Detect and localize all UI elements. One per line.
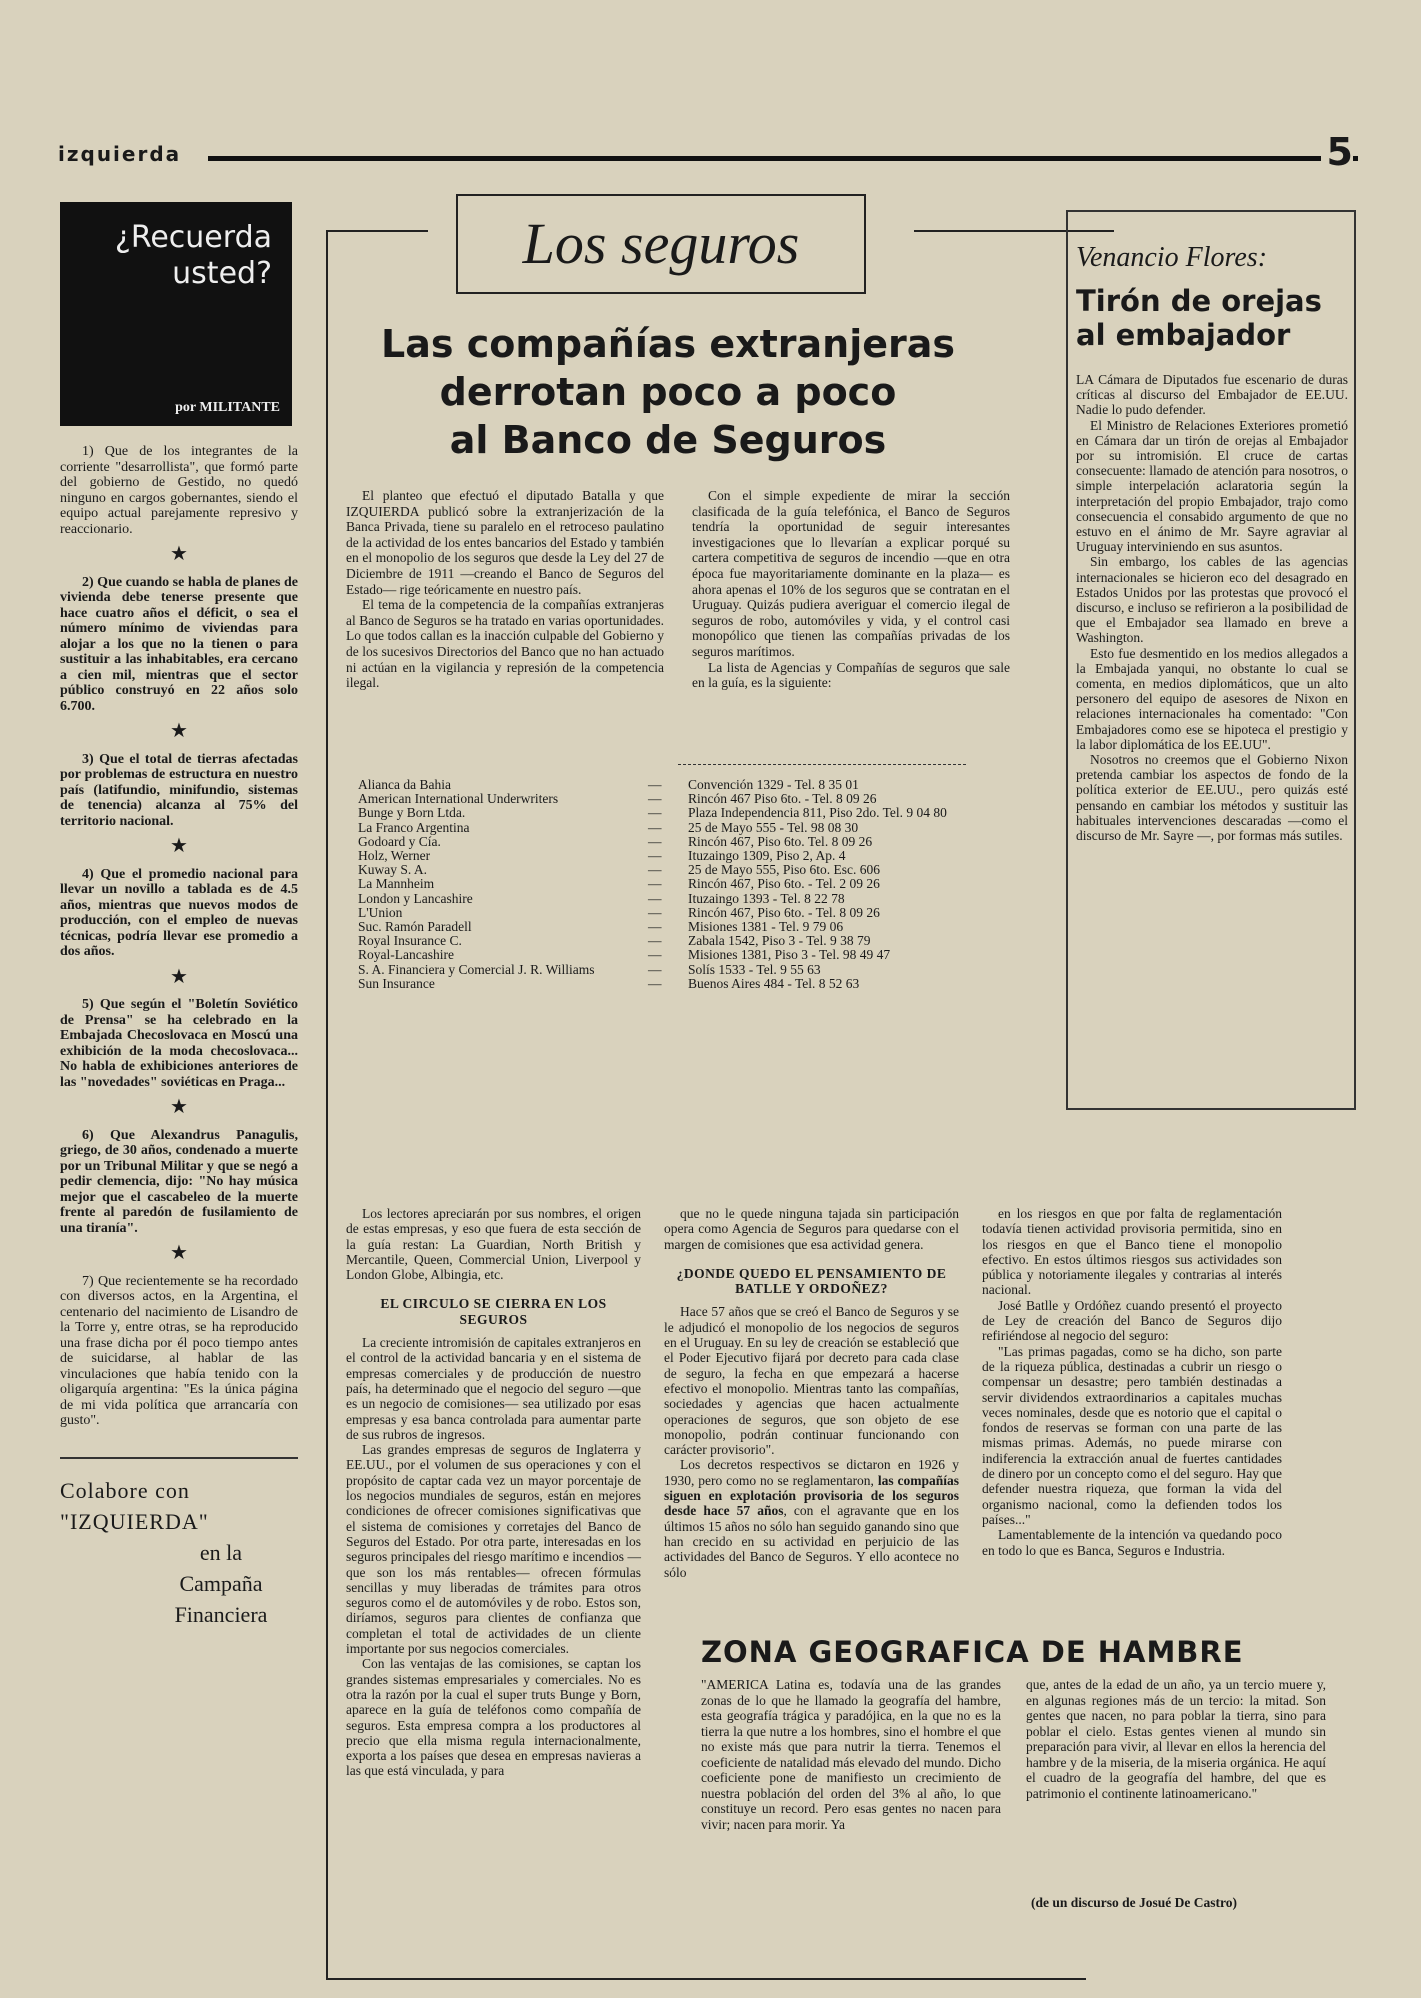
list-item: Holz, Werner — Ituzaingo 1309, Piso 2, Ap. 4 (358, 848, 846, 864)
list-item: Bunge y Born Ltda. — Plaza Independencia 811, Piso 2do. Tel. 9 04 80 (358, 805, 947, 821)
divider (678, 764, 966, 765)
subheading: ¿DONDE QUEDO EL PENSAMIENTO DE BATLLE Y ORDOÑEZ? (676, 1265, 947, 1297)
article-column: que, antes de la edad de un año, ya un tercio muere y, en algunas regiones más de un tercio: la mitad. Son gentes que nacen, no para poblar la tierra, sino para poblar el cielo. Estas gentes vienen al mundo sin preparación para vivir, al llevar en ellos la herencia del hambre y de la miseria, de la miseria orgánica. He aquí el cuadro de la geografía del hambre, del que es patrimonio el continente latinoamericano." (1026, 1677, 1326, 1801)
paragraph: José Batlle y Ordóñez cuando presentó el proyecto de Ley de creación del Banco de Seguros dijo refiriéndose al negocio del seguro: (982, 1297, 1282, 1344)
quote-credit: (de un discurso de Josué De Castro) (1031, 1895, 1238, 1910)
colabore-line: "IZQUIERDA" (60, 1508, 209, 1534)
article-headline: ZONA GEOGRAFICA DE HAMBRE (701, 1635, 1244, 1669)
list-item: Royal-Lancashire — Misiones 1381, Piso 3 - Tel. 98 49 47 (358, 947, 891, 963)
colabore-line: Campaña (179, 1570, 263, 1596)
paragraph: Hace 57 años que se creó el Banco de Seguros y se le adjudicó el monopolio de los negocios de seguros en el Uruguay. En su ley de creación se estableció que el Poder Ejecutivo fijará por decreto para cada clase de seguro, la fecha en que empezará a hacerse efectivo el monopolio. Mientras tanto las compañías, sociedades y agencias que hacen actualmente operaciones de seguros, que son objeto de ese monopolio, podrán continuar funcionando con carácter provisorio". (664, 1304, 959, 1458)
paragraph: Lamentablemente de la intención va quedando poco en todo lo que es Banca, Seguros e Industria. (982, 1527, 1282, 1558)
paragraph: Sin embargo, los cables de las agencias internacionales se hicieron eco del desagrado en Estados Unidos por las protestas que provocó el discurso, e incluso se refirieron a la posibilidad de que el Embajador sea llamado en breve a Washington. (1076, 554, 1348, 646)
paragraph: que no le quede ninguna tajada sin participación opera como Agencia de Seguros para quedarse con el margen de comisiones que esa actividad genera. (664, 1206, 959, 1252)
article-column (346, 1206, 641, 1779)
star-separator-icon: ★ (170, 965, 188, 988)
agency-list (358, 778, 998, 991)
list-item: American International Underwriters — Rincón 467 Piso 6to. - Tel. 8 09 26 (358, 791, 877, 807)
article-column (664, 1206, 959, 1580)
recuerda-items (60, 444, 298, 1429)
list-item: London y Lancashire — Ituzaingo 1393 - Tel. 8 22 78 (358, 890, 845, 906)
recuerda-item: 3) Que el total de tierras afectadas por problemas de estructura en nuestro país (latifundio, minifundio, sistemas de tenencia) alcanza al 75% del territorio nacional. (60, 751, 298, 829)
paragraph: La lista de Agencias y Compañías de seguros que sale en la guía, es la siguiente: (692, 659, 1010, 691)
article-column (982, 1206, 1282, 1558)
headline-line: Las compañías extranjeras (380, 322, 956, 366)
list-item: Godoard y Cía. — Rincón 467, Piso 6to. Tel. 8 09 26 (358, 833, 873, 849)
flores-article (1066, 210, 1356, 1110)
paragraph: Los decretos respectivos se dictaron en 1926 y 1930, pero como no se reglamentaron, las compañías siguen en explotación provisoria de los seguros desde hace 57 años, con el agravante que en los últimos 15 años no sólo han seguido ganando sino que han crecido en su actividad en perjuicio de las actividades del Banco de Seguros. Y ello acontece no sólo (664, 1457, 960, 1580)
subheading: EL CIRCULO SE CIERRA EN LOS SEGUROS (380, 1296, 607, 1327)
recuerda-item: 1) Que de los integrantes de la corriente "desarrollista", que formó parte del gobierno de Gestido, no quedó ninguno en cargos gobernantes, siendo el equipo actual parejamente represivo y reaccionario. (60, 444, 298, 537)
article-kicker: Venancio Flores: (1076, 242, 1268, 273)
list-item: Sun Insurance — Buenos Aires 484 - Tel. 8 52 63 (358, 975, 860, 991)
star-separator-icon: ★ (170, 720, 188, 742)
masthead (58, 130, 1353, 178)
recuerda-title: ¿Recuerda usted? (114, 220, 272, 291)
star-separator-icon: ★ (170, 1242, 188, 1264)
star-separator-icon: ★ (170, 543, 188, 565)
paragraph: Los lectores apreciarán por sus nombres, el origen de estas empresas, y eso que fuera de esta sección de la guía restan: La Guardian, North British y Mercantile, Queen, Commercial Union, Liverpool y London Globe, Albingia, etc. (346, 1206, 641, 1283)
quote-paragraph: "Las primas pagadas, como se ha dicho, son parte de la riqueza pública, destinadas a cubrir un riesgo o compensar un desastre; pero también destinadas a servir dividendos extraordinarios a capitales muchas veces nominales, desde que es notorio que el capital o fondos de reservas se forman con una parte de las mismas primas. Además, no puede mirarse con indiferencia la extracción anual de fuertes cantidades de dinero por un concepto como el del seguro. Hay que defender nuestra riqueza, que forman la vida del organismo nacional, como la defienden todos los países..." (982, 1343, 1282, 1527)
list-item: Royal Insurance C. — Zabala 1542, Piso 3 - Tel. 9 38 79 (358, 933, 871, 949)
star-separator-icon: ★ (170, 835, 188, 857)
recuerda-item: 4) Que el promedio nacional para llevar un novillo a tablada es de 4.5 años, mientras que nuevos modos de producción, con el empleo de nuevas técnicas, podría llevar ese promedio a dos años. (60, 866, 298, 959)
paragraph: El Ministro de Relaciones Exteriores prometió en Cámara dar un tirón de orejas al Embajador por su intromisión. El cruce de cartas consecuente: llamado de atención para nosotros, o simple interpelación aclaratoria según la interpretación del propio Embajador, trajo como consecuencia el consabido argumento de que no estuvo en el ánimo de Mr. Sayre agraviar al Uruguay interviniendo en sus asuntos. (1076, 417, 1348, 555)
headline-line: al Banco de Seguros (449, 418, 887, 462)
paragraph: Esto fue desmentido en los medios allegados a la Embajada yanqui, no obstante lo cual se comenta, en medios diplomáticos, que un alto personero del equipo de asesores de Nixon en relaciones internacionales ha comentado: "Con Embajadores como ese se hipoteca el prestigio y la labor diplomática de los EE.UU". (1076, 645, 1348, 752)
list-item: S. A. Financiera y Comercial J. R. Williams — Solís 1533 - Tel. 9 55 63 (358, 961, 821, 977)
paragraph: El planteo que efectuó el diputado Batalla y que IZQUIERDA publicó sobre la extranjerización de la Banca Privada, tiene su paralelo en el retroceso paulatino de la actividad de los entes bancarios del Estado y también en el monopolio de los seguros que desde la Ley del 27 de Diciembre de 1911 —creando el Banco de Seguros del Estado— rige teóricamente en nuestro país. (346, 488, 664, 597)
headline-line: derrotan poco a poco (439, 370, 897, 414)
recuerda-byline: por MILITANTE (175, 400, 280, 415)
publication-name: izquierda (58, 142, 182, 166)
recuerda-item: 7) Que recientemente se ha recordado con diversos actos, en la Argentina, el centenario del nacimiento de Lisandro de la Torre y, entre otras, se ha reproducido una frase dicha por él poco tiempo antes de suicidarse, al hablar de las vinculaciones que había tenido con la oligarquía argentina: "Es la única página de mi vida política que arrancaría con gusto". (60, 1273, 298, 1428)
list-item: Alianca da Bahia — Convención 1329 - Tel. 8 35 01 (358, 777, 859, 792)
article-headline (328, 320, 1008, 464)
paragraph: El tema de la competencia de la compañías extranjeras al Banco de Seguros se ha tratado en varias oportunidades. Lo que todos callan es la inacción culpable del Gobierno y de los sucesivos Directorios del Banco que no han actuado ni actúan en la vigilancia y represión de la competencia ilegal. (346, 597, 664, 691)
paragraph: Nosotros no creemos que el Gobierno Nixon pretenda cambiar los aspectos de fondo de la política exterior de EE.UU., pero quizás esté pensando en cambiar los métodos y sustituir las habituales intervenciones descaradas —como el discurso de Mr. Sayre —, por formas más sutiles. (1076, 752, 1348, 844)
colabore-notice (60, 1457, 298, 1630)
article-body (1076, 372, 1348, 843)
recuerda-item: 5) Que según el "Boletín Soviético de Prensa" se ha celebrado en la Embajada Checoslovaca en Moscú una exhibición de la moda checoslovaca... No habla de exhibiciones anteriores de las "novedades" soviéticas en Praga... (60, 997, 298, 1090)
masthead-rule (208, 156, 1358, 161)
recuerda-item: 2) Que cuando se habla de planes de vivienda debe tenerse presente que hace cuatro años el déficit, o sea el número mínimo de viviendas para alojar a los que no la tienen o para sustituir a las inhabitables, era cercano a cien mil, mientras que el sector público construyó en 22 años solo 6.700. (60, 574, 298, 714)
list-item: La Mannheim — Rincón 467, Piso 6to. - Tel. 2 09 26 (358, 876, 880, 892)
list-item: La Franco Argentina — 25 de Mayo 555 - Tel. 98 08 30 (358, 819, 859, 835)
article-column (346, 488, 664, 691)
recuerda-header-box (60, 202, 292, 426)
recuerda-column (60, 202, 298, 1630)
star-separator-icon: ★ (170, 1096, 188, 1118)
paragraph: LA Cámara de Diputados fue escenario de duras críticas al discurso del Embajador de EE.UU. Nadie lo pudo defender. (1076, 372, 1348, 418)
article-column: "AMERICA Latina es, todavía una de las grandes zonas de lo que he llamado la geografía del hambre, esta geografía trágica y paradójica, en la que no es la tierra la que nutre a los hombres, sino el hombre el que no existe más que para nutrir la tierra. Tenemos el coeficiente de natalidad más elevado del mundo. Dicho coeficiente pone de manifiesto un crecimiento de nuestra población del orden del 3% al año, lo que constituye un record. Pero esas gentes no nacen para vivir; nacen para morir. Ya (701, 1677, 1001, 1832)
zona-article (701, 1635, 1356, 1980)
article-headline: Tirón de orejas al embajador (1076, 284, 1322, 352)
page-number: 5 (1321, 130, 1353, 174)
paragraph: Con el simple expediente de mirar la sección clasificada de la guía telefónica, el Banco de Seguros tendría la oportunidad de seguir interesantes investigaciones que lo llevarían a explicar porqué su cartera competitiva de seguros de incendio —que en otra época fue mayoritariamente dominante en la plaza— es ahora apenas el 10% de los seguros que se contratan en el Uruguay. Quizás pudiera averiguar el comercio ilegal de seguros de robo, automóviles y vida, y el control casi monopólico que tienen las compañías privadas de los seguros marítimos. (692, 488, 1010, 659)
paragraph: Con las ventajas de las comisiones, se captan los grandes sistemas empresariales y comerciales. No es otra la razón por la cual el super truts Bunge y Born, aparece en la guía de teléfonos como compañía de seguros. Esta empresa compra a los productores al precio que ella misma regula internacionalmente, exporta a los países que desea en empresas navieras a las que está vinculada, y para (346, 1656, 641, 1779)
list-item: Suc. Ramón Paradell — Misiones 1381 - Tel. 9 79 06 (358, 919, 844, 935)
colabore-line: Financiera (174, 1601, 268, 1627)
colabore-line: en la (199, 1539, 243, 1565)
article-column (692, 488, 1010, 691)
list-item: L'Union — Rincón 467, Piso 6to. - Tel. 8 09 26 (358, 904, 880, 920)
list-item: Kuway S. A. — 25 de Mayo 555, Piso 6to. Esc. 606 (358, 862, 880, 878)
paragraph: en los riesgos en que por falta de reglamentación todavía tienen actividad provisoria permitida, sino en los riesgos en que el Banco tiene el monopolio efectivo. En estos últimos riesgos sus actividades son pública y notoriamente ilegales y contrarias al interés nacional. (982, 1206, 1282, 1298)
colabore-line: Colabore con (60, 1477, 190, 1503)
section-title: Los seguros (456, 194, 866, 294)
paragraph: Las grandes empresas de seguros de Inglaterra y EE.UU., por el volumen de sus operaciones y con el propósito de captar cada vez un mayor porcentaje de los negocios mundiales de seguros, están en mejores condiciones de ofrecer comisiones significativas que el sistema de comisiones y corretajes del Banco de Seguros del Estado. Por otra parte, interesadas en los seguros principales del riesgo marítimo e incendios —que son los más rentables— ofrecen fórmulas sencillas y muy liberadas de trámites para otros seguros como el de automóviles y de robo. Estos son, diríamos, seguros para clientes de confianza que completan el total de actividades de un cliente importante por sus negocios comerciales. (346, 1442, 641, 1657)
newspaper-page (36, 110, 1356, 1970)
recuerda-item: 6) Que Alexandrus Panagulis, griego, de 30 años, condenado a muerte por un Tribunal Militar y que se negó a pedir clemencia, dijo: "No hay música mejor que el cascabeleo de la muerte frente al paredón de fusilamiento de una tiranía". (60, 1127, 298, 1236)
paragraph: La creciente intromisión de capitales extranjeros en el control de la actividad bancaria y en el sistema de empresas comerciales y de producción de nuestro país, ha determinado que el negocio del seguro —que es un negocio de comisiones— sea utilizado por esas empresas y esa banca controlada para aumentar parte de sus rubros de ingresos. (346, 1335, 641, 1442)
